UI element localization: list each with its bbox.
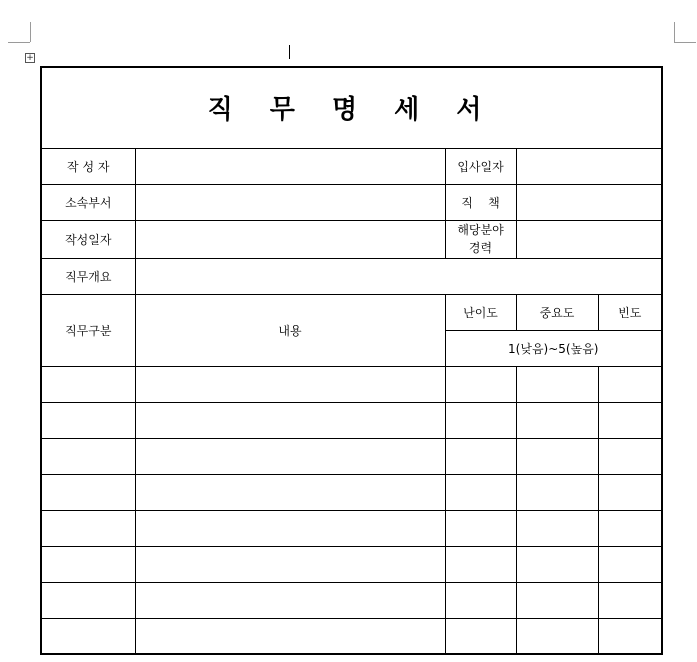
content-cell[interactable] xyxy=(135,402,445,438)
content-cell[interactable] xyxy=(135,474,445,510)
table-row xyxy=(41,474,662,510)
table-row xyxy=(41,510,662,546)
document-title: 직 무 명 세 서 xyxy=(207,95,496,126)
text-cursor xyxy=(289,45,290,59)
title-cell xyxy=(41,67,662,148)
content-cell[interactable] xyxy=(135,510,445,546)
content-cell[interactable] xyxy=(135,366,445,402)
frequency-cell[interactable] xyxy=(598,402,662,438)
category-cell[interactable] xyxy=(41,366,135,402)
difficulty-cell[interactable] xyxy=(445,618,516,654)
author-value-cell[interactable] xyxy=(135,148,445,184)
difficulty-cell[interactable] xyxy=(445,510,516,546)
difficulty-cell[interactable] xyxy=(445,582,516,618)
job-description-form xyxy=(40,66,663,655)
frequency-cell[interactable] xyxy=(598,474,662,510)
frequency-cell[interactable] xyxy=(598,438,662,474)
position-label: 직 책 xyxy=(445,184,516,220)
crop-mark-top-right-horizontal xyxy=(674,42,696,43)
difficulty-cell[interactable] xyxy=(445,546,516,582)
department-label: 소속부서 xyxy=(41,184,135,220)
author-label: 작 성 자 xyxy=(41,148,135,184)
difficulty-header: 난이도 xyxy=(445,294,516,330)
crop-mark-top-left-vertical xyxy=(30,22,31,42)
crop-mark-top-left-horizontal xyxy=(8,42,30,43)
category-cell[interactable] xyxy=(41,438,135,474)
category-cell[interactable] xyxy=(41,546,135,582)
difficulty-cell[interactable] xyxy=(445,474,516,510)
written-date-label: 작성일자 xyxy=(41,220,135,258)
importance-cell[interactable] xyxy=(516,582,598,618)
job-summary-value-cell[interactable] xyxy=(135,258,662,294)
content-cell[interactable] xyxy=(135,582,445,618)
field-career-label xyxy=(445,220,516,258)
importance-cell[interactable] xyxy=(516,510,598,546)
content-cell[interactable] xyxy=(135,438,445,474)
importance-cell[interactable] xyxy=(516,366,598,402)
category-header: 직무구분 xyxy=(41,294,135,366)
frequency-cell[interactable] xyxy=(598,546,662,582)
content-header: 내용 xyxy=(135,294,445,366)
importance-cell[interactable] xyxy=(516,402,598,438)
category-cell[interactable] xyxy=(41,402,135,438)
table-row xyxy=(41,366,662,402)
importance-cell[interactable] xyxy=(516,474,598,510)
written-date-value-cell[interactable] xyxy=(135,220,445,258)
frequency-cell[interactable] xyxy=(598,510,662,546)
crop-mark-top-right-vertical xyxy=(674,22,675,42)
category-cell[interactable] xyxy=(41,510,135,546)
job-summary-label: 직무개요 xyxy=(41,258,135,294)
position-value-cell[interactable] xyxy=(516,184,662,220)
importance-header: 중요도 xyxy=(516,294,598,330)
importance-cell[interactable] xyxy=(516,618,598,654)
department-value-cell[interactable] xyxy=(135,184,445,220)
table-row xyxy=(41,582,662,618)
scale-note: 1(낮음)~5(높음) xyxy=(445,330,662,366)
difficulty-cell[interactable] xyxy=(445,438,516,474)
category-cell[interactable] xyxy=(41,582,135,618)
importance-cell[interactable] xyxy=(516,546,598,582)
table-row xyxy=(41,618,662,654)
category-cell[interactable] xyxy=(41,474,135,510)
frequency-header: 빈도 xyxy=(598,294,662,330)
field-career-label-line1: 해당분야 xyxy=(457,223,504,237)
field-career-label-line2: 경력 xyxy=(468,241,493,255)
field-career-value-cell[interactable] xyxy=(516,220,662,258)
difficulty-cell[interactable] xyxy=(445,402,516,438)
hire-date-label: 입사일자 xyxy=(445,148,516,184)
content-cell[interactable] xyxy=(135,546,445,582)
table-row xyxy=(41,402,662,438)
table-row xyxy=(41,546,662,582)
frequency-cell[interactable] xyxy=(598,582,662,618)
table-move-handle-icon[interactable]: + xyxy=(26,53,34,63)
category-cell[interactable] xyxy=(41,618,135,654)
difficulty-cell[interactable] xyxy=(445,366,516,402)
content-cell[interactable] xyxy=(135,618,445,654)
frequency-cell[interactable] xyxy=(598,618,662,654)
frequency-cell[interactable] xyxy=(598,366,662,402)
hire-date-value-cell[interactable] xyxy=(516,148,662,184)
table-row xyxy=(41,438,662,474)
importance-cell[interactable] xyxy=(516,438,598,474)
